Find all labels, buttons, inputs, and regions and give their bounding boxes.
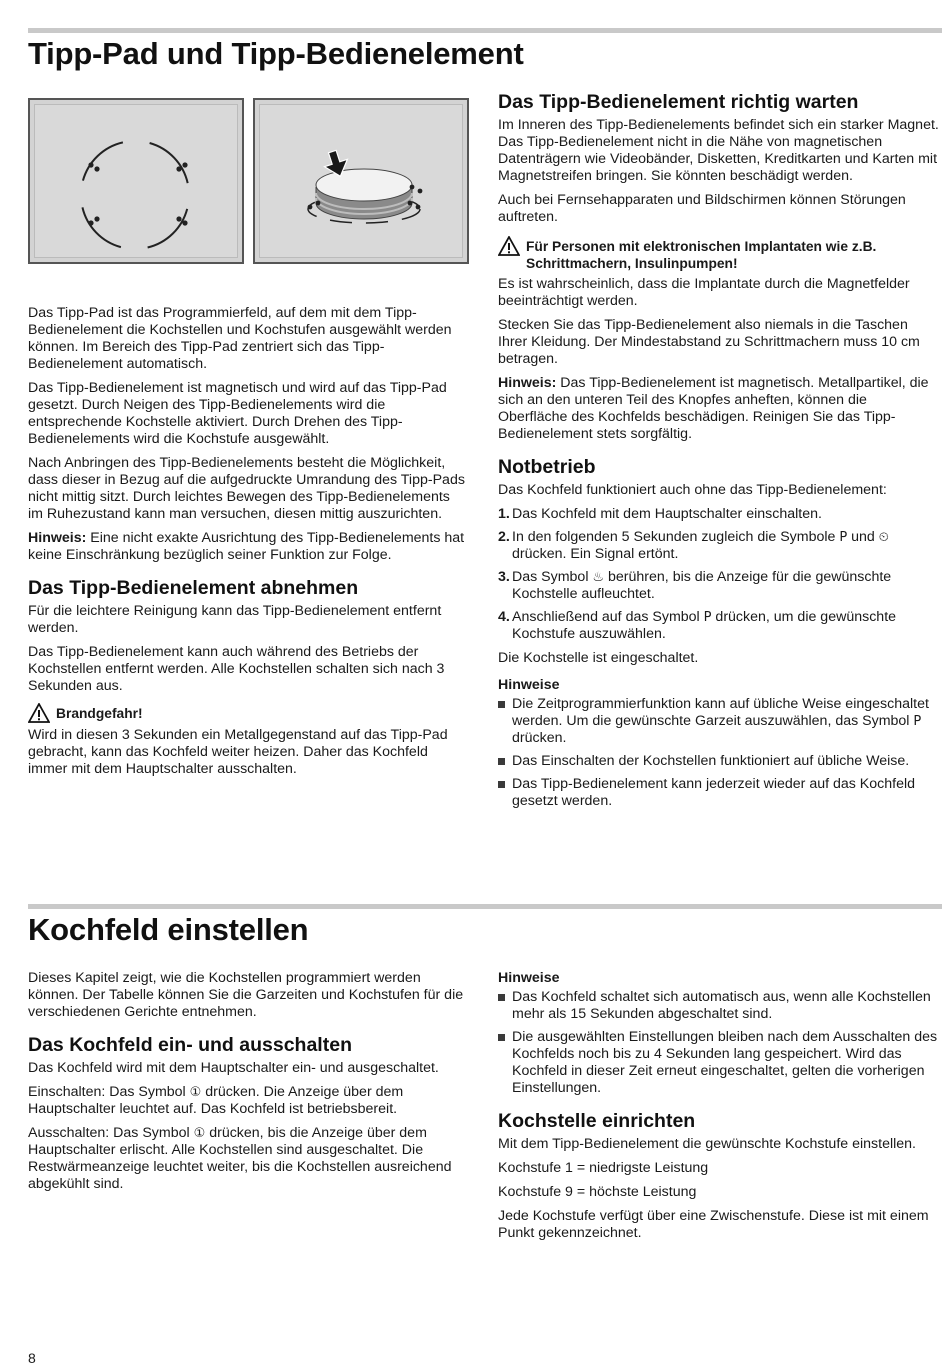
timer-symbol-icon: ⏲	[878, 530, 889, 545]
section-title-tipp-pad: Tipp-Pad und Tipp-Bedienelement	[28, 36, 524, 71]
right-column-section1	[498, 91, 940, 817]
heading-ein-aus: Das Kochfeld ein- und ausschalten	[28, 1034, 352, 1056]
step-text: Das Symbol ♨ berühren, bis die Anzeige für die gewünschte Kochstelle aufleuchtet.	[512, 569, 892, 602]
heading-abnehmen: Das Tipp-Bedienelement abnehmen	[28, 577, 359, 599]
paragraph: Im Inneren des Tipp-Bedienelements befindet sich ein starker Magnet. Das Tipp-Bedienelement nicht in die Nähe von magnetischen Datenträgern wie Videobänder, Disketten, Kreditkarten und Karten mit Magnetstreifen bringen. Sie könnten beschädigt werden.	[498, 117, 939, 184]
cookzone-symbol-icon: ♨	[592, 570, 605, 585]
right-column-section2	[498, 970, 940, 1249]
paragraph: Einschalten: Das Symbol ① drücken. Die Anzeige über dem Hauptschalter leuchtet auf. Das Kochfeld ist betriebsbereit.	[28, 1084, 404, 1117]
bullet-square-icon	[498, 776, 512, 810]
paragraph: Dieses Kapitel zeigt, wie die Kochstellen programmiert werden können. Der Tabelle können Sie die Garzeiten und Kochstufen für die verschiedenen Gerichte entnehmen.	[28, 970, 464, 1020]
paragraph: Nach Anbringen des Tipp-Bedienelements besteht die Möglichkeit, dass dieser in Bezug auf die aufgedruckte Umrandung des Tipp-Pads nicht mittig sitzt. Durch leichtes Bewegen des Tipp-Bedienelements im Ruhezustand kann man versuchen, diesen mittig auszurichten.	[28, 455, 465, 522]
p-symbol-icon: P	[839, 530, 848, 545]
list-item: Die Zeitprogrammierfunktion kann auf übliche Weise eingeschaltet werden. Um die gewünschte Garzeit auszuwählen, das Symbol P drücken.	[498, 696, 940, 747]
heading-notbetrieb: Notbetrieb	[498, 456, 596, 478]
hinweis-label: Hinweis:	[498, 375, 557, 391]
paragraph: Die Kochstelle ist eingeschaltet.	[498, 650, 699, 666]
list-item	[498, 529, 940, 563]
paragraph: Kochstufe 1 = niedrigste Leistung	[498, 1160, 709, 1176]
step-text: Anschließend auf das Symbol P drücken, um die gewünschte Kochstufe auszuwählen.	[512, 609, 897, 642]
p-symbol-icon: P	[703, 610, 712, 625]
warning-label: Brandgefahr!	[56, 706, 143, 721]
heading-warten: Das Tipp-Bedienelement richtig warten	[498, 91, 859, 113]
list-item: Das Einschalten der Kochstellen funktioniert auf übliche Weise.	[498, 753, 940, 770]
paragraph: Ausschalten: Das Symbol ① drücken, bis die Anzeige über dem Hauptschalter erlischt. Alle Kochstellen sind ausgeschaltet. Die Restwärmeanzeige leuchtet weiter, bis die Kochstellen ausreichend abgekühlt sind.	[28, 1125, 452, 1192]
warning-implantate	[498, 238, 940, 272]
knob-press-icon	[260, 105, 466, 261]
hinweise-list	[498, 696, 940, 810]
paragraph: Das Tipp-Bedienelement ist magnetisch und wird auf das Tipp-Pad gesetzt. Durch Neigen des Tipp-Bedienelements wird die entsprechende Kochstelle aktiviert. Durch Drehen des Tipp-Bedienelements wird die Kochstufe ausgewählt.	[28, 380, 447, 447]
warning-label: Für Personen mit elektronischen Implantaten wie z.B. Schrittmachern, Insulinpumpen!	[526, 239, 877, 271]
paragraph: Mit dem Tipp-Bedienelement die gewünschte Kochstufe einstellen.	[498, 1136, 916, 1152]
step-number: 2.	[498, 529, 510, 545]
tipp-pad-illustration	[28, 98, 244, 264]
power-symbol-icon: ①	[189, 1085, 202, 1100]
paragraph: Für die leichtere Reinigung kann das Tipp-Bedienelement entfernt werden.	[28, 603, 442, 636]
hinweise-heading: Hinweise	[498, 677, 560, 693]
bullet-square-icon	[498, 1029, 512, 1097]
paragraph: Auch bei Fernsehapparaten und Bildschirmen können Störungen auftreten.	[498, 192, 906, 225]
list-item: Das Tipp-Bedienelement kann jederzeit wieder auf das Kochfeld gesetzt werden.	[498, 776, 940, 810]
left-column-section2	[28, 970, 468, 1200]
paragraph: Kochstufe 9 = höchste Leistung	[498, 1184, 697, 1200]
hinweis-label: Hinweis:	[28, 530, 87, 546]
section-rule-top	[28, 28, 942, 33]
hinweise-heading: Hinweise	[498, 970, 560, 986]
step-text: Das Kochfeld mit dem Hauptschalter einschalten.	[512, 506, 822, 522]
paragraph: Es ist wahrscheinlich, dass die Implantate durch die Magnetfelder beeinträchtigt werden.	[498, 276, 910, 309]
bullet-square-icon	[498, 753, 512, 770]
paragraph: Wird in diesen 3 Sekunden ein Metallgegenstand auf das Tipp-Pad gebracht, kann das Kochfeld weiter heizen. Daher das Kochfeld immer mit dem Hauptschalter ausschalten.	[28, 727, 448, 777]
paragraph: Das Tipp-Bedienelement kann auch während des Betriebs der Kochstellen entfernt werden. Alle Kochstellen schalten sich nach 3 Sekunden aus.	[28, 644, 445, 694]
bullet-square-icon	[498, 989, 512, 1023]
step-text: In den folgenden 5 Sekunden zugleich die Symbole P und ⏲ drücken. Ein Signal ertönt.	[512, 529, 889, 562]
page-number: 8	[28, 1350, 36, 1366]
list-item	[498, 609, 940, 643]
paragraph: Das Kochfeld funktioniert auch ohne das Tipp-Bedienelement:	[498, 482, 887, 498]
list-item: Das Kochfeld schaltet sich automatisch aus, wenn alle Kochstellen mehr als 15 Sekunden abgeschaltet sind.	[498, 989, 940, 1023]
hinweis-paragraph	[498, 375, 940, 443]
heading-einrichten: Kochstelle einrichten	[498, 1110, 696, 1132]
warning-brandgefahr	[28, 705, 468, 723]
left-column-section1	[28, 305, 468, 785]
hinweis-text: Eine nicht exakte Ausrichtung des Tipp-Bedienelements hat keine Einschränkung bezüglich seiner Funktion zur Folge.	[28, 530, 465, 563]
tipp-knob-illustration	[253, 98, 469, 264]
notbetrieb-steps	[498, 506, 940, 643]
step-number: 1.	[498, 506, 510, 522]
paragraph: Das Kochfeld wird mit dem Hauptschalter ein- und ausgeschaltet.	[28, 1060, 439, 1076]
tipp-pad-ring-icon	[35, 105, 241, 261]
step-number: 3.	[498, 569, 510, 585]
p-symbol-icon: P	[913, 714, 922, 729]
paragraph: Das Tipp-Pad ist das Programmierfeld, auf dem mit dem Tipp-Bedienelement die Kochstellen und Kochstufen ausgewählt werden können. Im Bereich des Tipp-Pad zentriert sich das Tipp-Bedienelement automatisch.	[28, 305, 452, 372]
list-item: Die ausgewählten Einstellungen bleiben nach dem Ausschalten des Kochfelds noch bis zu 4 Sekunden lang gespeichert. Wird das Kochfeld in dieser Zeit erneut eingeschaltet, gelten die vorherigen Einstellungen.	[498, 1029, 940, 1097]
hinweis-text: Das Tipp-Bedienelement ist magnetisch. Metallpartikel, die sich an den unteren Teil des Knopfes anheften, können die Oberfläche des Kochfelds beschädigen. Reinigen Sie das Tipp-Bedienelement stets sorgfältig.	[498, 375, 929, 442]
section-rule-bottom	[28, 904, 942, 909]
list-item	[498, 569, 940, 603]
warning-triangle-icon	[498, 236, 520, 256]
paragraph: Stecken Sie das Tipp-Bedienelement also niemals in die Taschen Ihrer Kleidung. Der Mindestabstand zu Schrittmachern muss 10 cm betragen.	[498, 317, 920, 367]
paragraph: Jede Kochstufe verfügt über eine Zwischenstufe. Diese ist mit einem Punkt gekennzeichnet.	[498, 1208, 929, 1241]
list-item	[498, 506, 940, 523]
warning-triangle-icon	[28, 703, 50, 723]
hinweis-paragraph	[28, 530, 468, 564]
bullet-square-icon	[498, 696, 512, 747]
step-number: 4.	[498, 609, 510, 625]
hinweise-list	[498, 989, 940, 1097]
section-title-kochfeld: Kochfeld einstellen	[28, 912, 309, 947]
power-symbol-icon: ①	[193, 1126, 206, 1141]
